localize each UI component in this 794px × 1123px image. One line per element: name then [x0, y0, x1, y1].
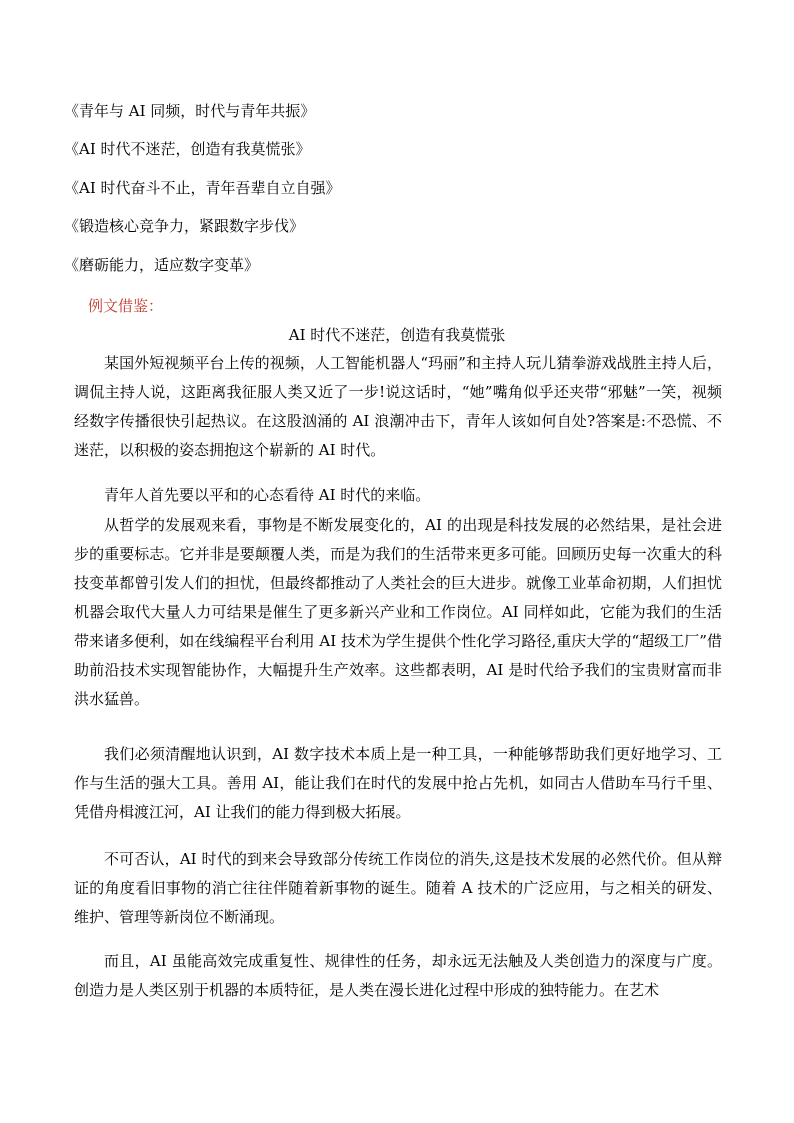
- essay-paragraph-4: 我们必须清醒地认识到，AI 数字技术本质上是一种工具，一种能够帮助我们更好地学习、工作与生活的强大工具。善用 AI，能让我们在时代的发展中抢占先机，如同古人借助车马行千里、凭借舟楫渡江河，AI 让我们的能力得到极大拓展。: [74, 745, 722, 821]
- essay-paragraph-3: 从哲学的发展观来看，事物是不断发展变化的，AI 的出现是科技发展的必然结果，是社会进步的重要标志。它并非是要颠覆人类，而是为我们的生活带来更多可能。回顾历史每一次重大的科技变革都曾引发人们的担忧，但最终都推动了人类社会的巨大进步。就像工业革命初期，人们担忧机器会取代大量人力可结果是催生了更多新兴产业和工作岗位。AI 同样如此，它能为我们的生活带来诸多便利，如在线编程平台利用 AI 技术为学生提供个性化学习路径,重庆大学的“超级工厂”借助前沿技术实现智能协作，大幅提升生产效率。这些都表明，AI 是时代给予我们的宝贵财富而非洪水猛兽。: [74, 516, 722, 708]
- essay-title: AI 时代不迷茫，创造有我莫慌张: [288, 326, 506, 344]
- essay-paragraph-1: 某国外短视频平台上传的视频，人工智能机器人“玛丽”和主持人玩儿猜拳游戏战胜主持人后，调侃主持人说，这距离我征服人类又近了一步!说这话时，“她”嘴角似乎还夹带“邪魅”一笑，视频经数字传播很快引起热议。在这股汹涌的 AI 浪潮冲击下，青年人该如何自处?答案是:不恐慌、不迷茫，以积极的姿态拥抱这个崭新的 AI 时代。: [74, 354, 722, 459]
- title-suggestion-1: 《青年与 AI 同频，时代与青年共振》: [64, 102, 316, 120]
- essay-paragraph-5: 不可否认，AI 时代的到来会导致部分传统工作岗位的消失,这是技术发展的必然代价。但从辩证的角度看旧事物的消亡往往伴随着新事物的诞生。随着 A 技术的广泛应用，与之相关的研发、维护、管理等新岗位不断涌现。: [74, 850, 722, 926]
- example-label: 例文借鉴：: [88, 297, 164, 315]
- essay-paragraph-6: 而且，AI 虽能高效完成重复性、规律性的任务，却永远无法触及人类创造力的深度与广度。创造力是人类区别于机器的本质特征，是人类在漫长进化过程中形成的独特能力。在艺术: [74, 952, 722, 999]
- title-suggestion-3: 《AI 时代奋斗不止，青年吾辈自立自强》: [64, 179, 341, 197]
- title-suggestion-5: 《磨砺能力，适应数字变革》: [64, 256, 260, 274]
- title-suggestion-4: 《锻造核心竞争力，紧跟数字步伐》: [64, 217, 305, 235]
- essay-paragraph-2: 青年人首先要以平和的心态看待 AI 时代的来临。: [104, 486, 431, 504]
- title-suggestion-2: 《AI 时代不迷茫，创造有我莫慌张》: [64, 140, 311, 158]
